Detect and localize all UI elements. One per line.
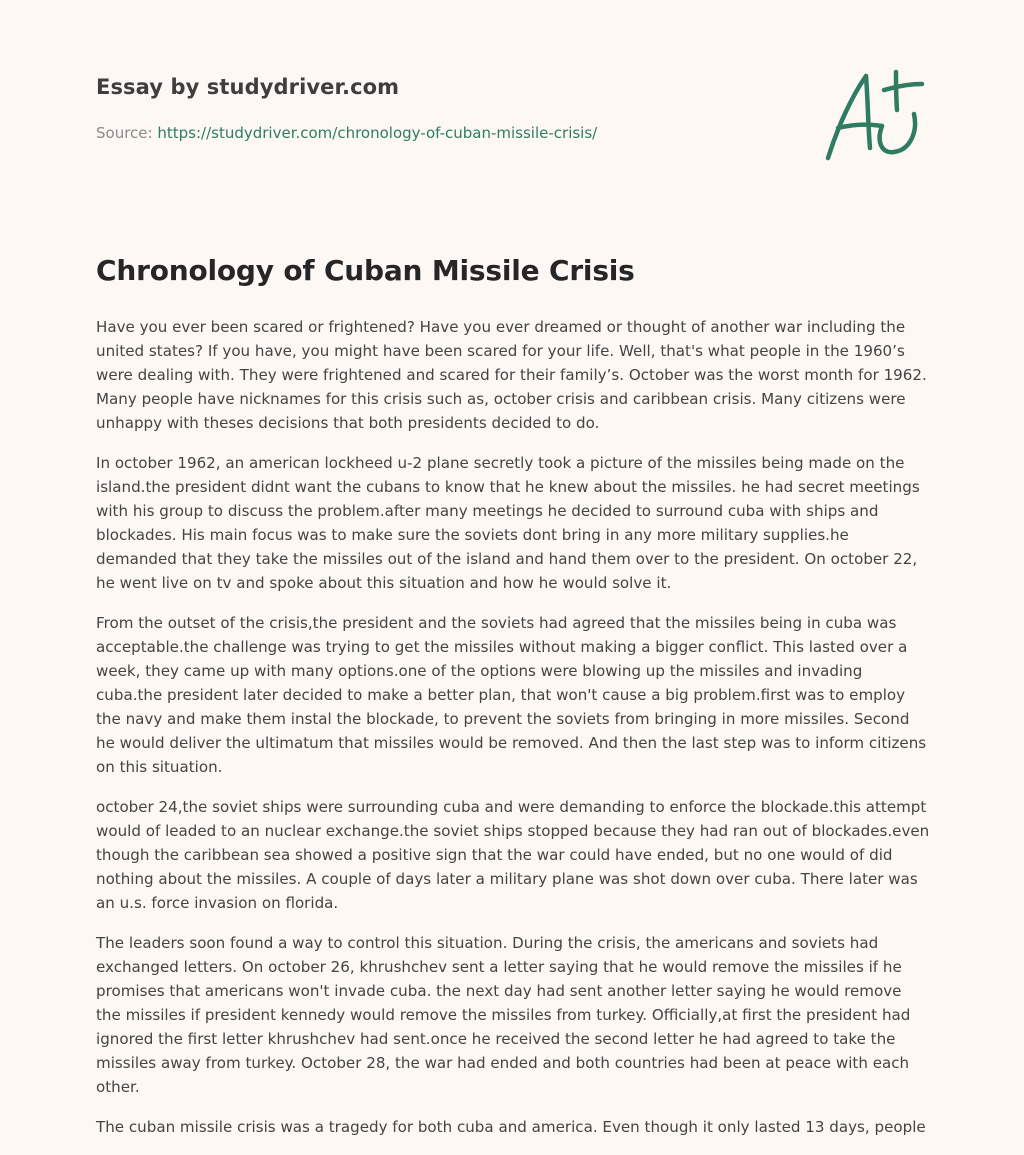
a-plus-logo-svg [818, 66, 930, 166]
source-label: Source: [96, 124, 153, 142]
a-plus-logo-icon [818, 66, 930, 166]
paragraph: october 24,the soviet ships were surrounding cuba and were demanding to enforce the blockade.this attempt would of leaded to an nuclear exchange.the soviet ships stopped because they had ran out of blockades.even though the caribbean sea showed a positive sign that the war could have ended, but no one would of did nothing about the missiles. A couple of days later a military plane was shot down over cuba. There later was an u.s. force invasion on florida. [96, 798, 930, 912]
essay-body [96, 315, 931, 1155]
paragraph: The cuban missile crisis was a tragedy for both cuba and america. Even though it only lasted 13 days, people [96, 1118, 926, 1136]
site-title: Essay by studydriver.com [96, 75, 400, 99]
document-title: Chronology of Cuban Missile Crisis [96, 254, 635, 287]
paragraph: From the outset of the crisis,the president and the soviets had agreed that the missiles being in cuba was acceptable.the challenge was trying to get the missiles without making a bigger conflict. This lasted over a week, they came up with many options.one of the options were blowing up the missiles and invading cuba.the president later decided to make a better plan, that won't cause a big problem.first was to employ the navy and make them instal the blockade, to prevent the soviets from bringing in more missiles. Second he would deliver the ultimatum that missiles would be removed. And then the last step was to inform citizens on this situation. [96, 614, 927, 776]
paragraph: In october 1962, an american lockheed u-2 plane secretly took a picture of the missiles being made on the island.the president didnt want the cubans to know that he knew about the missiles. he had secret meetings with his group to discuss the problem.after many meetings he decided to surround cuba with ships and blockades. His main focus was to make sure the soviets dont bring in any more military supplies.he demanded that they take the missiles out of the island and hand them over to the president. On october 22, he went live on tv and spoke about this situation and how he would solve it. [96, 454, 920, 592]
source-line [96, 124, 597, 142]
paragraph: Have you ever been scared or frightened? Have you ever dreamed or thought of another war including the united states? If you have, you might have been scared for your life. Well, that's what people in the 1960’s were dealing with. They were frightened and scared for their family’s. October was the worst month for 1962. Many people have nicknames for this crisis such as, october crisis and caribbean crisis. Many citizens were unhappy with theses decisions that both presidents decided to do. [96, 318, 927, 432]
source-link[interactable]: https://studydriver.com/chronology-of-cuban-missile-crisis/ [157, 124, 598, 142]
paragraph: The leaders soon found a way to control this situation. During the crisis, the americans and soviets had exchanged letters. On october 26, khrushchev sent a letter saying that he would remove the missiles if he promises that americans won't invade cuba. the next day had sent another letter saying he would remove the missiles if president kennedy would remove the missiles from turkey. Officially,at first the president had ignored the first letter khrushchev had sent.once he received the second letter he had agreed to take the missiles away from turkey. October 28, the war had ended and both countries had been at peace with each other. [96, 934, 911, 1096]
